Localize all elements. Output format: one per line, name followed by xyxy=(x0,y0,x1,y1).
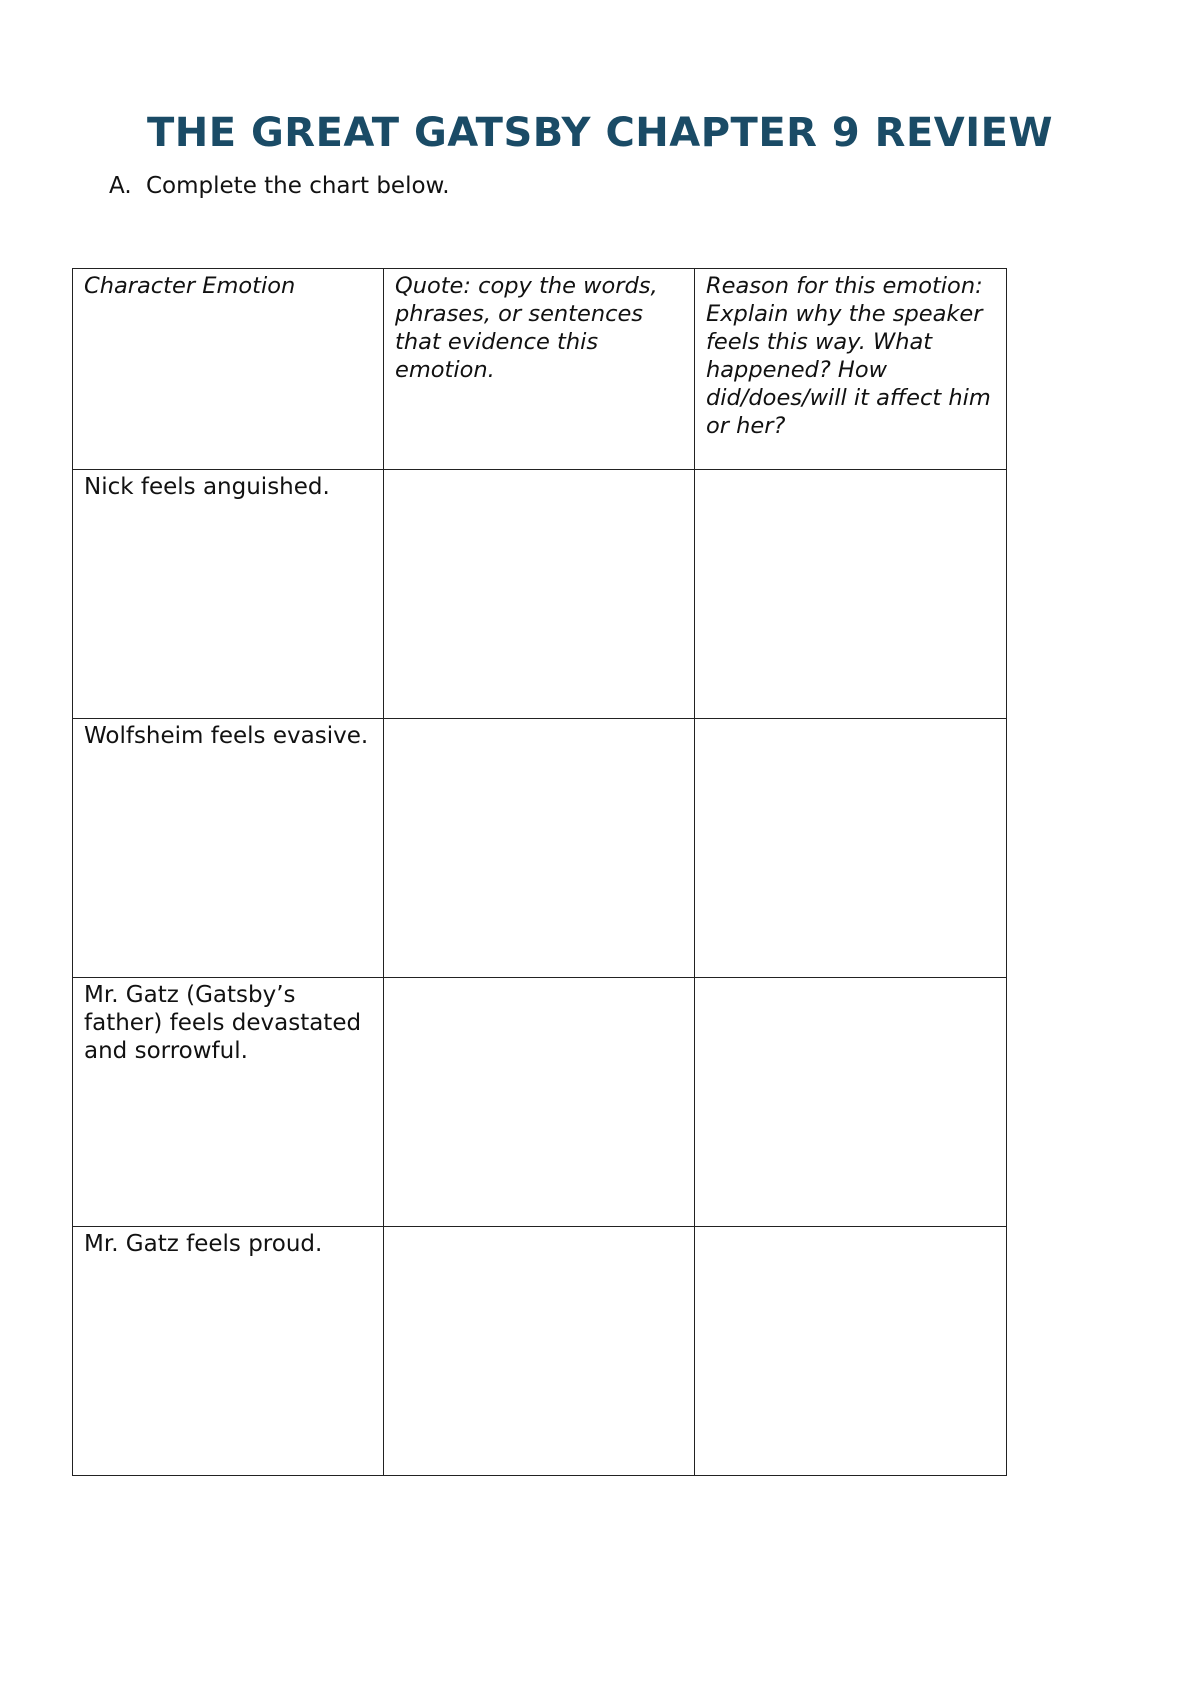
header-character-emotion: Character Emotion xyxy=(73,269,384,470)
emotion-cell: Mr. Gatz (Gatsby’s father) feels devastated and sorrowful. xyxy=(73,978,384,1227)
table-row xyxy=(73,978,1007,1227)
header-reason: Reason for this emotion: Explain why the speaker feels this way. What happened? How did/does/will it affect him or her? xyxy=(695,269,1007,470)
header-row xyxy=(73,269,1007,470)
quote-answer-cell[interactable] xyxy=(384,1227,695,1476)
quote-answer-cell[interactable] xyxy=(384,470,695,719)
reason-answer-cell[interactable] xyxy=(695,470,1007,719)
instruction-marker: A. xyxy=(109,173,132,199)
instruction-text: Complete the chart below. xyxy=(146,173,450,199)
review-chart xyxy=(72,268,1007,1476)
quote-answer-cell[interactable] xyxy=(384,719,695,978)
instruction xyxy=(109,171,450,201)
reason-answer-cell[interactable] xyxy=(695,719,1007,978)
quote-answer-cell[interactable] xyxy=(384,978,695,1227)
reason-answer-cell[interactable] xyxy=(695,978,1007,1227)
emotion-cell: Mr. Gatz feels proud. xyxy=(73,1227,384,1476)
emotion-cell: Nick feels anguished. xyxy=(73,470,384,719)
page-title: THE GREAT GATSBY CHAPTER 9 REVIEW xyxy=(146,110,1054,156)
emotion-cell: Wolfsheim feels evasive. xyxy=(73,719,384,978)
table-row xyxy=(73,1227,1007,1476)
reason-answer-cell[interactable] xyxy=(695,1227,1007,1476)
table-row xyxy=(73,719,1007,978)
header-quote: Quote: copy the words, phrases, or sentences that evidence this emotion. xyxy=(384,269,695,470)
table-row xyxy=(73,470,1007,719)
